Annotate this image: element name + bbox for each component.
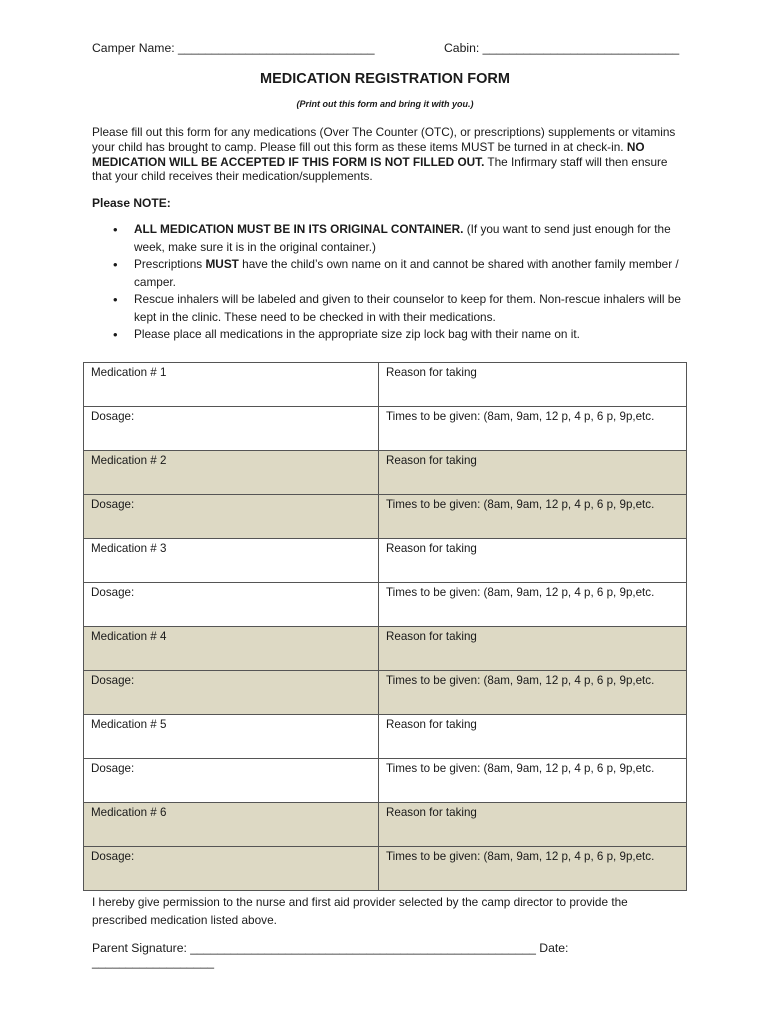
dosage-row [84,495,687,539]
times-cell[interactable]: Times to be given: (8am, 9am, 12 p, 4 p, 6 p, 9p,etc. [379,847,687,891]
dosage-row [84,847,687,891]
times-cell[interactable]: Times to be given: (8am, 9am, 12 p, 4 p, 6 p, 9p,etc. [379,495,687,539]
intro-warning: NO MEDICATION WILL BE ACCEPTED IF THIS FORM IS NOT FILLED OUT. [92,139,645,169]
dosage-cell[interactable]: Dosage: [84,759,379,803]
dosage-cell[interactable]: Dosage: [84,407,379,451]
permission-statement: I hereby give permission to the nurse and first aid provider selected by the camp director to provide the prescribed medication listed above. [92,895,628,927]
dosage-cell[interactable]: Dosage: [84,495,379,539]
dosage-row [84,407,687,451]
medication-row [84,363,687,407]
reason-cell[interactable]: Reason for taking [379,627,687,671]
times-cell[interactable]: Times to be given: (8am, 9am, 12 p, 4 p, 6 p, 9p,etc. [379,407,687,451]
dosage-cell[interactable]: Dosage: [84,671,379,715]
note-item [134,221,682,256]
note-text: have the child’s own name on it and cannot be shared with another family member / camper. [134,257,679,289]
note-item [134,256,682,291]
medication-name-cell[interactable]: Medication # 5 [84,715,379,759]
reason-cell[interactable]: Reason for taking [379,715,687,759]
reason-cell[interactable]: Reason for taking [379,803,687,847]
note-item [134,326,682,344]
medication-name-cell[interactable]: Medication # 3 [84,539,379,583]
dosage-row [84,671,687,715]
reason-cell[interactable]: Reason for taking [379,363,687,407]
intro-paragraph [92,125,682,184]
form-subtitle: (Print out this form and bring it with you.) [296,99,474,109]
camper-name-field[interactable]: Camper Name: _____________________________ [92,41,375,55]
medication-row [84,539,687,583]
times-cell[interactable]: Times to be given: (8am, 9am, 12 p, 4 p, 6 p, 9p,etc. [379,671,687,715]
dosage-row [84,759,687,803]
header-row [92,41,692,55]
note-bold: MUST [205,257,239,271]
medication-row [84,803,687,847]
medication-name-cell[interactable]: Medication # 2 [84,451,379,495]
form-title: MEDICATION REGISTRATION FORM [260,71,510,87]
dosage-cell[interactable]: Dosage: [84,847,379,891]
medication-name-cell[interactable]: Medication # 6 [84,803,379,847]
dosage-row [84,583,687,627]
reason-cell[interactable]: Reason for taking [379,539,687,583]
note-bold: ALL MEDICATION MUST BE IN ITS ORIGINAL CONTAINER. [134,222,464,236]
medication-name-cell[interactable]: Medication # 1 [84,363,379,407]
times-cell[interactable]: Times to be given: (8am, 9am, 12 p, 4 p, 6 p, 9p,etc. [379,583,687,627]
medication-name-cell[interactable]: Medication # 4 [84,627,379,671]
note-heading: Please NOTE: [92,196,171,210]
medication-table [83,362,687,891]
intro-text: Please fill out this form for any medications (Over The Counter (OTC), or prescriptions) supplements or vitamins your child has brought to camp. Please fill out this form as these items MUST be turned in at check-in. [92,125,676,154]
note-text: Please place all medications in the appropriate size zip lock bag with their name on it. [134,327,580,341]
medication-row [84,715,687,759]
medication-row [84,451,687,495]
note-text: Rescue inhalers will be labeled and given to their counselor to keep for them. Non-rescue inhalers will be kept in the clinic. These need to be checked in with their medications. [134,292,681,324]
medication-row [84,627,687,671]
reason-cell[interactable]: Reason for taking [379,451,687,495]
note-item [134,291,682,326]
signature-line[interactable]: Parent Signature: ___________________________________________________ Date: __________________ [92,941,569,969]
note-text: (If you want to send just enough for the week, make sure it is in the original container.) [134,222,671,254]
dosage-cell[interactable]: Dosage: [84,583,379,627]
notes-list [92,221,682,344]
times-cell[interactable]: Times to be given: (8am, 9am, 12 p, 4 p, 6 p, 9p,etc. [379,759,687,803]
intro-text-end: The Infirmary staff will then ensure that your child receives their medication/supplements. [92,154,668,184]
note-text: Prescriptions [134,257,206,271]
cabin-field[interactable]: Cabin: _____________________________ [444,41,680,55]
